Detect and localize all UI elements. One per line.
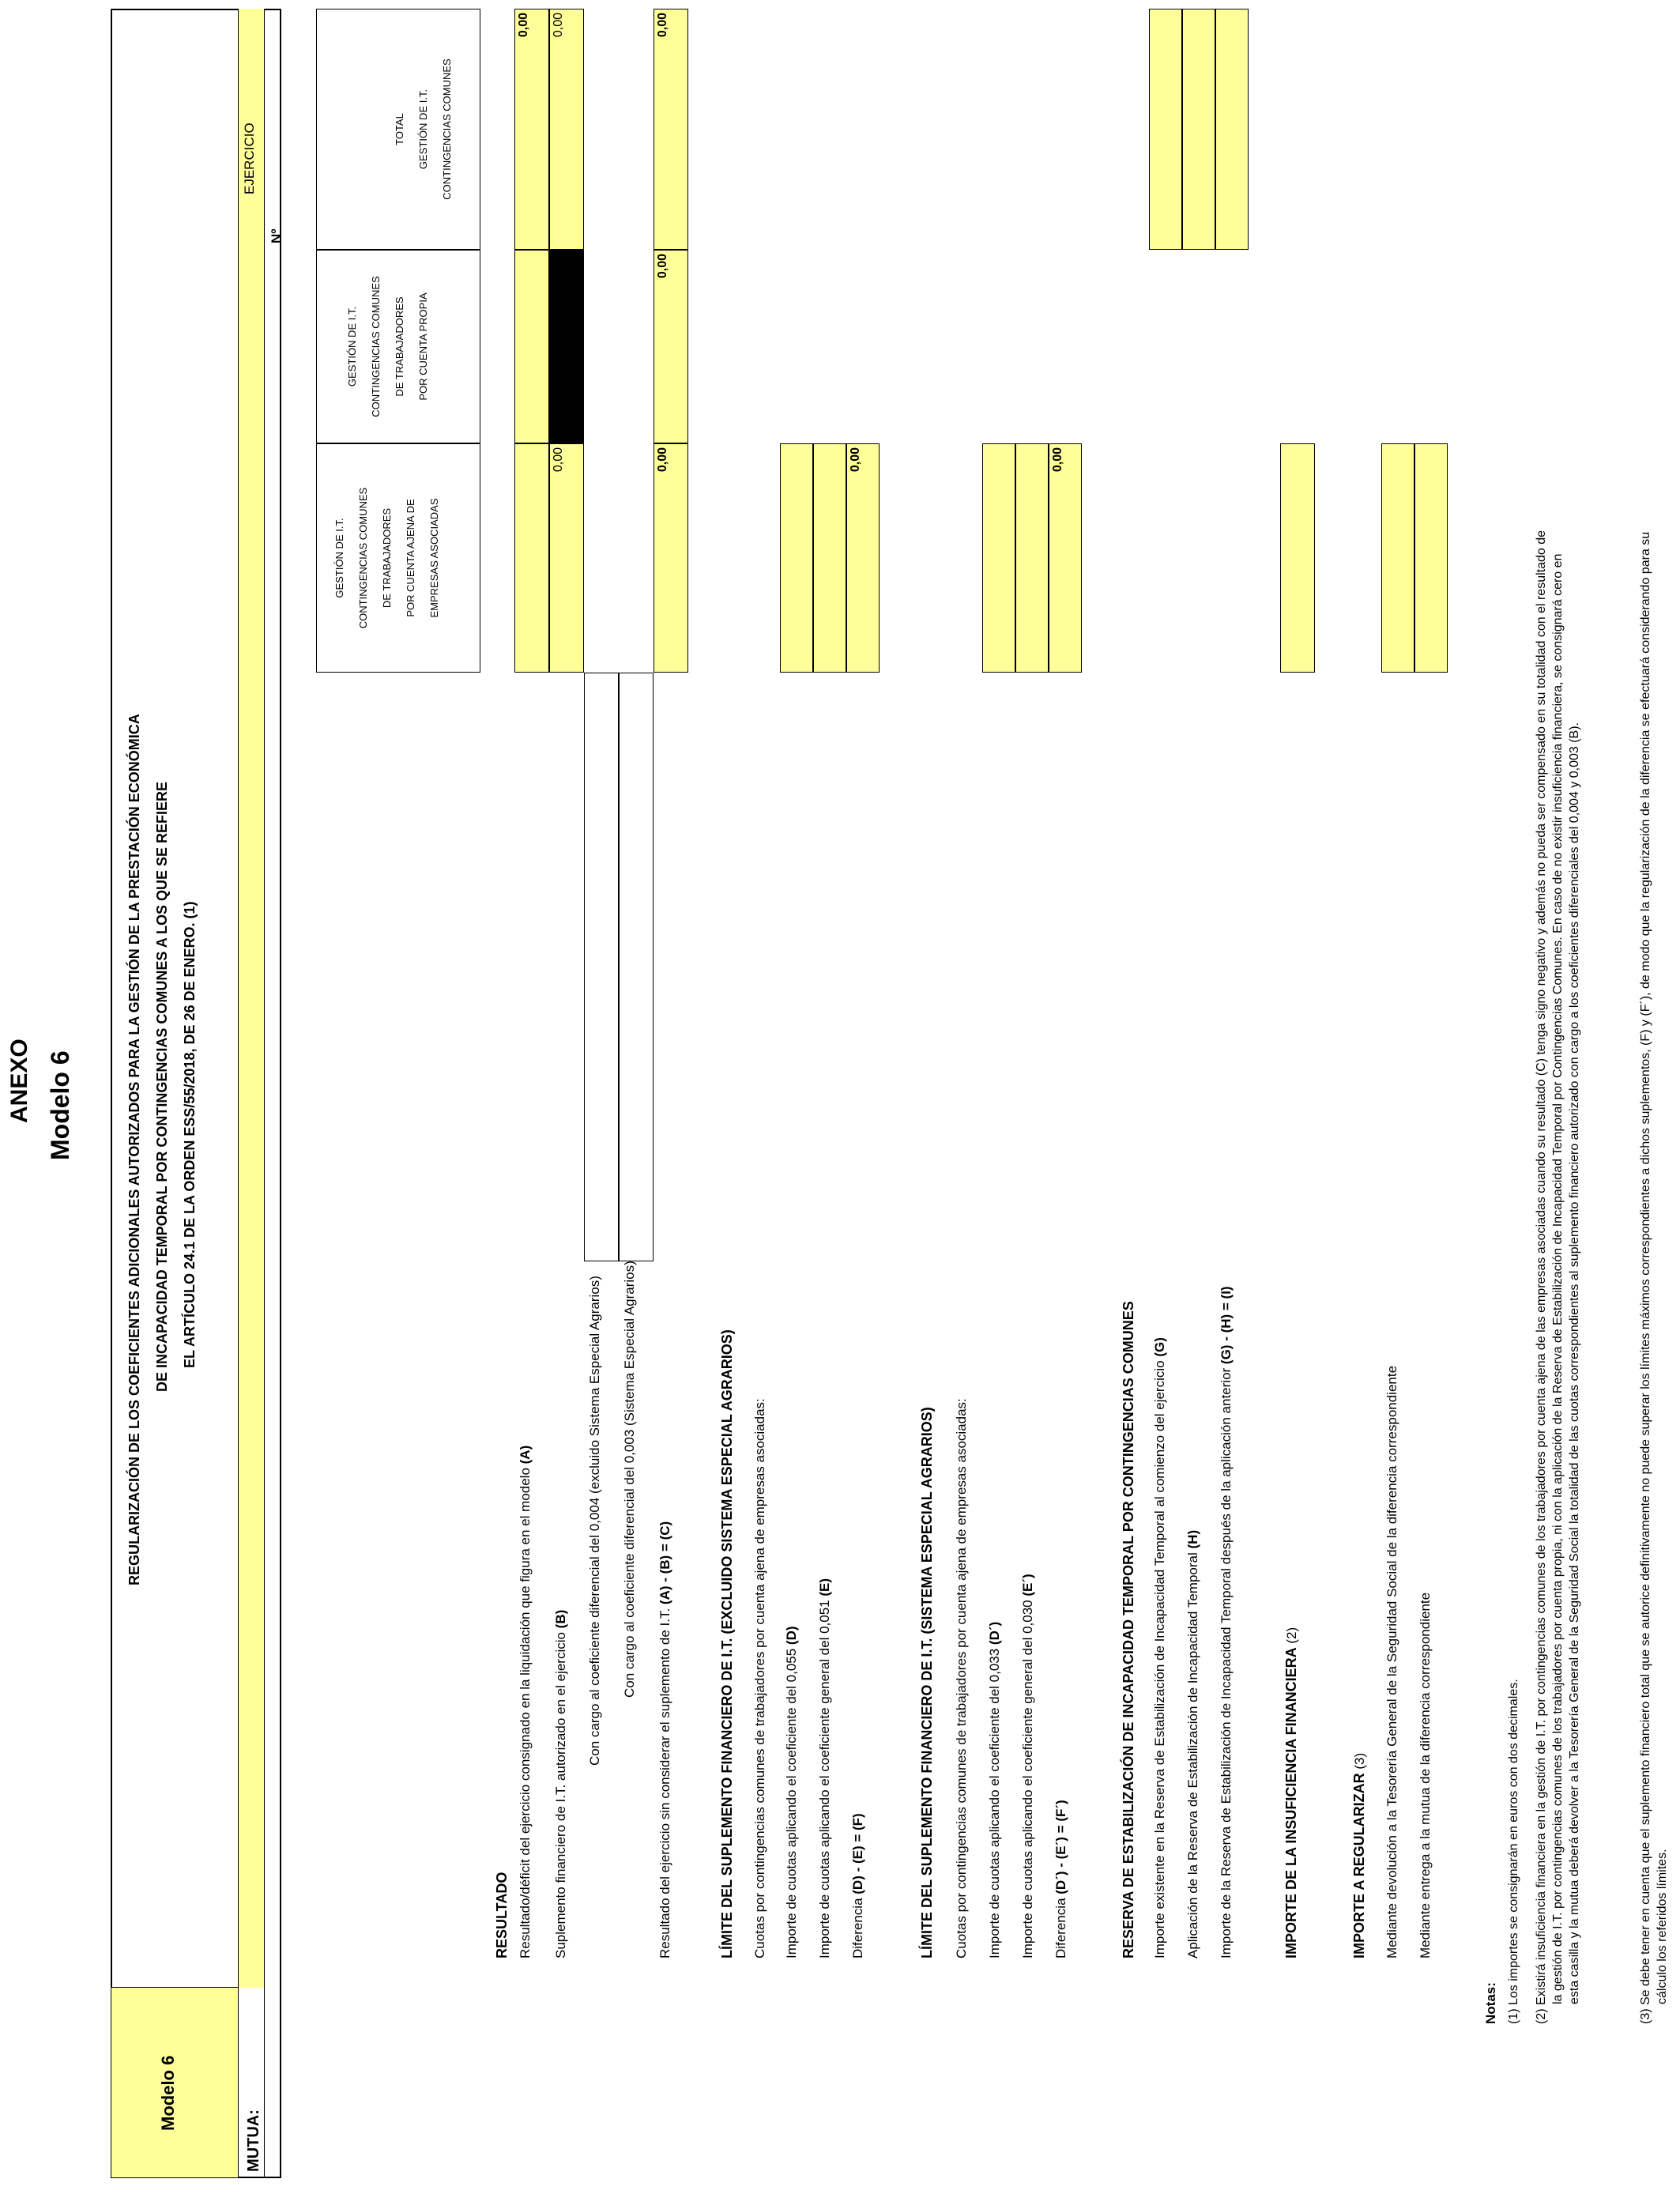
- row-a-label: [518, 1446, 533, 1958]
- modelo-title: Modelo 6: [46, 1050, 74, 1160]
- col2-line4: POR CUENTA PROPIA: [417, 292, 429, 401]
- regularizar-row2: Mediante entrega a la mutua de la diferencia correspondiente: [1418, 1592, 1433, 1958]
- g-field[interactable]: [1149, 9, 1182, 250]
- header-title-line1: REGULARIZACIÓN DE LOS COEFICIENTES ADICIONALES AUTORIZADOS PARA LA GESTIÓN DE LA PRESTACIÓN ECONÓMICA: [126, 714, 142, 1585]
- b1-field[interactable]: [584, 673, 619, 1261]
- regularizar-label: [1351, 1753, 1368, 1958]
- row-b2-label: Con cargo al coeficiente diferencial del 0,003 (Sistema Especial Agrarios): [622, 1261, 637, 1698]
- limite2-row-e-code: (E´): [1020, 1574, 1035, 1596]
- limite2-row-d: [987, 1622, 1003, 1958]
- b-total-field[interactable]: 0,00: [549, 9, 584, 250]
- col2-line3: DE TRABAJADORES: [394, 296, 405, 397]
- col3-line1: TOTAL: [394, 113, 405, 145]
- d-field[interactable]: [780, 443, 813, 673]
- devolucion-field[interactable]: [1381, 443, 1414, 673]
- numero-label: Nº: [269, 228, 284, 243]
- col-header-ajena: [316, 443, 480, 673]
- reserva-row-h-code: (H): [1185, 1529, 1200, 1549]
- h-field[interactable]: [1182, 9, 1215, 250]
- insuficiencia-ref: (2): [1284, 1627, 1299, 1648]
- a-ajena-field[interactable]: [514, 443, 549, 673]
- limite2-section: LÍMITE DEL SUPLEMENTO FINANCIERO DE I.T. (SISTEMA ESPECIAL AGRARIOS): [919, 1407, 935, 1958]
- row-c-label: [657, 1521, 673, 1958]
- col1-line1: GESTIÓN DE I.T.: [333, 518, 345, 598]
- resultado-section: RESULTADO: [494, 1872, 510, 1958]
- col1-line3: DE TRABAJADORES: [381, 507, 393, 609]
- a-propia-field[interactable]: [514, 250, 549, 443]
- header-title-line2: DE INCAPACIDAD TEMPORAL POR CONTINGENCIAS COMUNES A LOS QUE SE REFIERE: [154, 781, 170, 1392]
- insuficiencia-field[interactable]: [1280, 443, 1315, 673]
- row-b1-label: Con cargo al coeficiente diferencial del 0,004 (excluido Sistema Especial Agrarios): [587, 1276, 602, 1766]
- c-propia-field[interactable]: 0,00: [654, 250, 688, 443]
- limite1-section: LÍMITE DEL SUPLEMENTO FINANCIERO DE I.T. (EXCLUIDO SISTEMA ESPECIAL AGRARIOS): [719, 1329, 735, 1958]
- limite1-row-d: [784, 1626, 800, 1958]
- reserva-row-i: [1219, 1286, 1234, 1958]
- e-field[interactable]: [813, 443, 846, 673]
- regularizar-ref: (3): [1352, 1752, 1367, 1774]
- limite1-row-f: [850, 1813, 866, 1958]
- col2-line2: CONTINGENCIAS COMUNES: [370, 276, 382, 417]
- col-header-propia: [316, 250, 480, 443]
- col3-line2: GESTIÓN DE I.T.: [417, 89, 429, 170]
- note-2-line3: esta casilla y la mutua deberá devolver a la Tesorería General de la Seguridad Social la totalidad de las cuotas correspondientes al suplemento financiero autorizado con cargo a los coeficientes diferenciales del 0,004 y 0,003 (B).: [1568, 722, 1581, 2004]
- limite2-row-f: [1053, 1800, 1069, 1958]
- limite2-row1: Cuotas por contingencias comunes de trabajadores por cuenta ajena de empresas asociadas:: [954, 1398, 969, 1958]
- insuficiencia-section: IMPORTE DE LA INSUFICIENCIA FINANCIERA: [1283, 1647, 1299, 1958]
- row-b-text: Suplemento financiero de I.T. autorizado en el ejercicio: [553, 1628, 568, 1958]
- e2-field[interactable]: [1015, 443, 1049, 673]
- mutua-label: MUTUA:: [245, 2109, 262, 2172]
- row-a-code: (A): [518, 1445, 533, 1465]
- i-field[interactable]: [1215, 9, 1249, 250]
- reserva-section: RESERVA DE ESTABILIZACIÓN DE INCAPACIDAD TEMPORAL POR CONTINGENCIAS COMUNES: [1121, 1301, 1136, 1958]
- regularizar-section: IMPORTE A REGULARIZAR: [1351, 1773, 1367, 1958]
- limite1-row1: Cuotas por contingencias comunes de trabajadores por cuenta ajena de empresas asociadas:: [752, 1398, 767, 1958]
- limite1-row-d-code: (D): [784, 1626, 799, 1646]
- header-divider-2: [264, 9, 265, 2177]
- anexo-title: ANEXO: [6, 1039, 32, 1123]
- reserva-row-g: [1152, 1337, 1168, 1958]
- row-c-code: (A) - (B) = (C): [657, 1521, 672, 1605]
- note-2-line1: (2) Existirá insuficiencia financiera en la gestión de I.T. por contingencias comunes de los trabajadores por cuenta ajena de las empresas asociadas cuando su resultado (C) tenga signo negativo y además no pueda ser compensado en su totalidad con el resultado de: [1535, 530, 1548, 2024]
- reserva-row-i-code: (G) - (H) = (I): [1219, 1286, 1234, 1365]
- col-header-total: [316, 9, 480, 250]
- b2-field[interactable]: [619, 673, 654, 1261]
- col1-line4: POR CUENTA AJENA DE: [405, 499, 416, 617]
- reserva-row-g-text: Importe existente en la Reserva de Estabilización de Incapacidad Temporal al comienzo del ejercicio: [1152, 1356, 1167, 1958]
- limite2-row-d-text: Importe de cuotas aplicando el coeficiente del 0,033: [987, 1645, 1002, 1958]
- c-ajena-field[interactable]: 0,00: [654, 443, 688, 673]
- limite1-row-e-code: (E): [817, 1578, 832, 1596]
- note-1: (1) Los importes se consignarán en euros con dos decimales.: [1507, 1679, 1520, 2024]
- ejercicio-value-field[interactable]: [239, 9, 264, 1988]
- f-field[interactable]: 0,00: [846, 443, 880, 673]
- limite2-row-d-code: (D´): [987, 1621, 1002, 1646]
- row-b-label: [553, 1610, 569, 1958]
- limite2-row-f-code: (D´) - (E´) = (F´): [1053, 1800, 1068, 1894]
- limite2-row-f-text: Diferencia: [1053, 1894, 1068, 1958]
- reserva-row-i-text: Importe de la Reserva de Estabilización de Incapacidad Temporal después de la aplicación anterior: [1219, 1364, 1234, 1958]
- reserva-row-h-text: Aplicación de la Reserva de Estabilización de Incapacidad Temporal: [1185, 1548, 1200, 1958]
- regularizar-row1: Mediante devolución a la Tesorería General de la Seguridad Social de la diferencia correspondiente: [1384, 1365, 1399, 1958]
- limite1-row-f-code: (D) - (E) = (F): [850, 1813, 865, 1894]
- insuficiencia-label: [1283, 1627, 1300, 1958]
- note-3-line2: cálculo los referidos límites.: [1656, 1849, 1669, 2004]
- b-ajena-field[interactable]: 0,00: [549, 443, 584, 673]
- b-propia-blocked: [549, 250, 584, 443]
- limite2-row-e-text: Importe de cuotas aplicando el coeficiente general del 0,030: [1020, 1596, 1035, 1958]
- header-title-line3: EL ARTÍCULO 24.1 DE LA ORDEN ESS/55/2018, DE 26 DE ENERO. (1): [182, 901, 198, 1368]
- row-b-code: (B): [553, 1609, 568, 1629]
- row-c-text: Resultado del ejercicio sin considerar el suplemento de I.T.: [657, 1604, 672, 1958]
- d2-field[interactable]: [982, 443, 1015, 673]
- reserva-row-h: [1185, 1530, 1201, 1958]
- col1-line2: CONTINGENCIAS COMUNES: [357, 487, 369, 629]
- ejercicio-label: EJERCICIO: [242, 123, 257, 194]
- note-2-line2: la gestión de I.T. por contingencias comunes de los trabajadores por cuenta propia, ni con la aplicación de la Reserva de Estabilización de Incapacidad Temporal por Contingencias Comunes. En caso de no existir insuficiencia financiera, se consignará cero en: [1551, 553, 1565, 2004]
- row-a-text: Resultado/déficit del ejercicio consignado en la liquidación que figura en el modelo: [518, 1464, 533, 1958]
- limite1-row-e: [817, 1578, 833, 1958]
- limite1-row-d-text: Importe de cuotas aplicando el coeficiente del 0,055: [784, 1645, 799, 1958]
- note-3-line1: (3) Se debe tener en cuenta que el suplemento financiero total que se autorice definitivamente no puede superar los límites máximos correspondientes a dichos suplementos, (F) y (F´), de modo que la regularización de la diferencia se efectuará considerando para su: [1639, 531, 1652, 2024]
- limite2-row-e: [1020, 1574, 1036, 1958]
- c-total-field[interactable]: 0,00: [654, 9, 688, 250]
- limite1-row-f-text: Diferencia: [850, 1894, 865, 1958]
- col3-line3: CONTINGENCIAS COMUNES: [441, 58, 453, 200]
- col1-line5: EMPRESAS ASOCIADAS: [428, 498, 440, 618]
- f2-field[interactable]: 0,00: [1049, 443, 1082, 673]
- modelo-label: Modelo 6: [158, 2055, 178, 2131]
- a-total-field[interactable]: 0,00: [514, 9, 549, 250]
- entrega-field[interactable]: [1414, 443, 1448, 673]
- reserva-row-g-code: (G): [1152, 1337, 1167, 1357]
- limite1-row-e-text: Importe de cuotas aplicando el coeficiente general del 0,051: [817, 1596, 832, 1958]
- notes-title: Notas:: [1483, 1982, 1498, 2024]
- col2-line1: GESTIÓN DE I.T.: [346, 306, 358, 387]
